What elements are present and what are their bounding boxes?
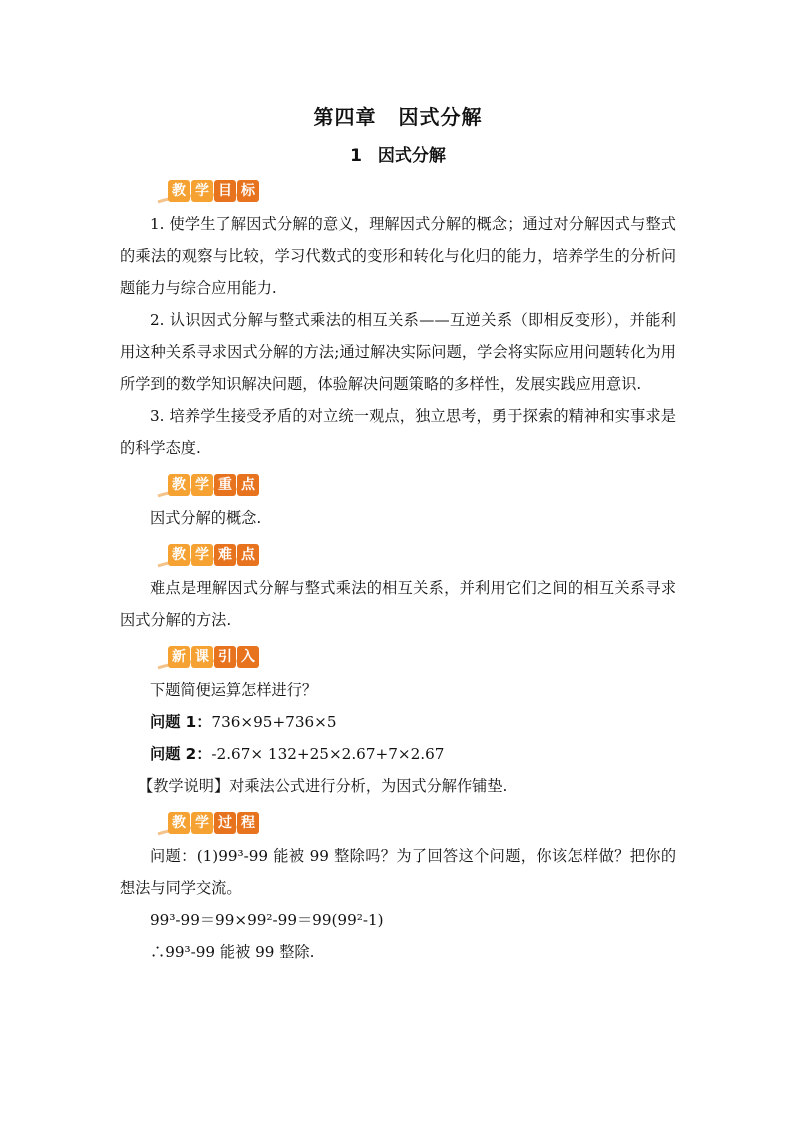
badge-char: 学 — [191, 474, 213, 496]
badge-intro — [156, 642, 676, 672]
problem-1-label: 问题 1： — [150, 713, 212, 731]
section-number: 1 — [350, 146, 362, 166]
badge-char: 点 — [237, 474, 259, 496]
badge-char: 课 — [191, 646, 213, 668]
process-conclusion: ∴99³-99 能被 99 整除. — [150, 943, 315, 961]
badge-char: 过 — [214, 812, 236, 834]
badge-char: 教 — [168, 180, 190, 202]
problem-1-expression: 736×95+736×5 — [211, 713, 337, 731]
badge-difficulty — [156, 540, 676, 570]
process-problem — [120, 840, 676, 904]
section-name: 因式分解 — [377, 146, 446, 166]
goal-3: 3. 培养学生接受矛盾的对立统一观点，独立思考，勇于探索的精神和实事求是的科学态度. — [120, 407, 676, 457]
chapter-label: 第四章 — [313, 105, 377, 129]
key-point-text: 因式分解的概念. — [150, 509, 262, 527]
badge-char: 难 — [214, 544, 236, 566]
goal-1: 1. 使学生了解因式分解的意义，理解因式分解的概念；通过对分解因式与整式的乘法的观察与比较，学习代数式的变形和转化与化归的能力，培养学生的分析问题能力与综合应用能力. — [120, 215, 676, 297]
badge-char: 学 — [191, 544, 213, 566]
problem-2-label: 问题 2： — [150, 745, 212, 763]
badge-char: 引 — [214, 646, 236, 668]
teaching-note: 【教学说明】对乘法公式进行分析，为因式分解作铺垫. — [138, 777, 508, 795]
section-title — [120, 142, 676, 170]
chapter-title — [120, 100, 676, 134]
badge-char: 教 — [168, 544, 190, 566]
badge-char: 目 — [214, 180, 236, 202]
badge-char: 重 — [214, 474, 236, 496]
badge-char: 点 — [237, 544, 259, 566]
badge-char: 教 — [168, 474, 190, 496]
badge-process — [156, 808, 676, 838]
badge-char: 入 — [237, 646, 259, 668]
badge-key-point — [156, 470, 676, 500]
difficulty-text: 难点是理解因式分解与整式乘法的相互关系，并利用它们之间的相互关系寻求因式分解的方法. — [120, 579, 676, 629]
problem-2-expression: -2.67× 132+25×2.67+7×2.67 — [211, 745, 445, 763]
badge-char: 程 — [237, 812, 259, 834]
badge-teaching-goals — [156, 176, 676, 206]
process-problem-text: (1)99³-99 能被 99 整除吗？为了回答这个问题，你该怎样做？把你的想法与同学交流。 — [120, 847, 677, 897]
badge-char: 教 — [168, 812, 190, 834]
intro-problem-1 — [120, 706, 676, 738]
badge-char: 新 — [168, 646, 190, 668]
intro-problem-2 — [120, 738, 676, 770]
badge-char: 标 — [237, 180, 259, 202]
goal-2: 2. 认识因式分解与整式乘法的相互关系——互逆关系（即相反变形），并能利用这种关系寻求因式分解的方法;通过解决实际问题，学会将实际应用问题转化为用所学到的数学知识解决问题，体验解决问题策略的多样性，发展实践应用意识. — [120, 311, 676, 393]
process-equation: 99³-99＝99×99²-99＝99(99²-1) — [150, 911, 384, 929]
badge-char: 学 — [191, 812, 213, 834]
process-problem-label: 问题： — [150, 847, 197, 865]
intro-question: 下题简便运算怎样进行？ — [150, 681, 318, 699]
chapter-name: 因式分解 — [398, 105, 483, 129]
badge-char: 学 — [191, 180, 213, 202]
document-page — [120, 100, 676, 968]
